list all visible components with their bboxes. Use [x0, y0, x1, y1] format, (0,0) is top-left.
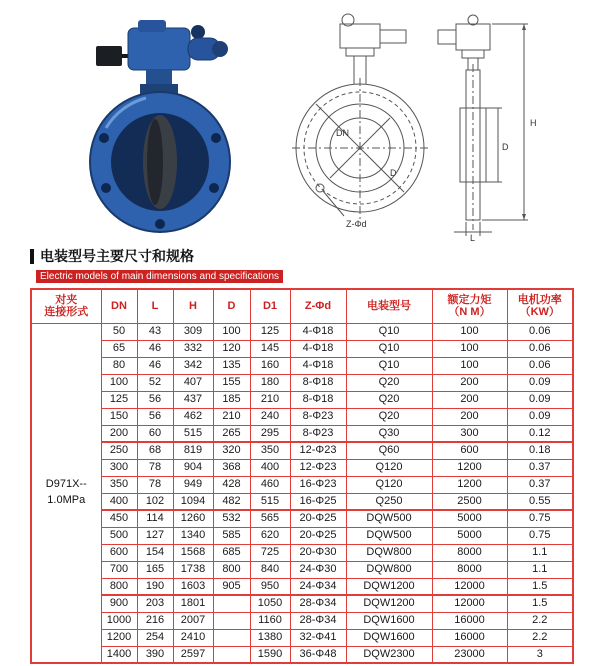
- table-cell: 0.12: [507, 425, 573, 442]
- table-cell: 950: [250, 578, 290, 595]
- table-cell: 154: [137, 544, 173, 561]
- column-header-model: 电装型号: [346, 289, 432, 323]
- valve-model-cell: D971X-- 1.0MPa: [31, 323, 101, 663]
- table-row: [31, 527, 573, 544]
- table-cell: 300: [432, 425, 507, 442]
- table-cell: 125: [250, 323, 290, 340]
- table-cell: 20-Φ25: [290, 510, 346, 527]
- table-cell: 12-Φ23: [290, 442, 346, 459]
- table-row: [31, 459, 573, 476]
- table-cell: 1050: [250, 595, 290, 612]
- table-cell: 819: [173, 442, 213, 459]
- table-cell: 500: [101, 527, 137, 544]
- table-cell: 135: [213, 357, 250, 374]
- table-cell: 210: [250, 391, 290, 408]
- table-row: [31, 476, 573, 493]
- table-cell: 125: [101, 391, 137, 408]
- table-cell: 200: [101, 425, 137, 442]
- table-cell: 840: [250, 561, 290, 578]
- table-cell: 16-Φ23: [290, 476, 346, 493]
- table-cell: 8000: [432, 544, 507, 561]
- table-cell: 532: [213, 510, 250, 527]
- dimension-label-d-side: D: [502, 142, 509, 152]
- table-row: [31, 629, 573, 646]
- table-cell: 1094: [173, 493, 213, 510]
- table-cell: 1.1: [507, 544, 573, 561]
- table-cell: 295: [250, 425, 290, 442]
- graphics-area: [0, 0, 600, 246]
- table-cell: 160: [250, 357, 290, 374]
- table-cell: 12-Φ23: [290, 459, 346, 476]
- table-cell: 16-Φ25: [290, 493, 346, 510]
- table-cell: 0.75: [507, 527, 573, 544]
- table-cell: 100: [432, 340, 507, 357]
- table-cell: 300: [101, 459, 137, 476]
- table-cell: 400: [101, 493, 137, 510]
- table-cell: 155: [213, 374, 250, 391]
- table-row: [31, 595, 573, 612]
- table-cell: 180: [250, 374, 290, 391]
- table-cell: 482: [213, 493, 250, 510]
- table-cell: 65: [101, 340, 137, 357]
- table-cell: Q20: [346, 408, 432, 425]
- table-cell: [213, 595, 250, 612]
- table-cell: 1400: [101, 646, 137, 663]
- dimension-label-h: H: [530, 118, 537, 128]
- table-cell: 905: [213, 578, 250, 595]
- table-cell: 2500: [432, 493, 507, 510]
- table-cell: 20-Φ25: [290, 527, 346, 544]
- table-cell: 350: [250, 442, 290, 459]
- table-row: [31, 340, 573, 357]
- table-cell: DQW800: [346, 561, 432, 578]
- dimension-label-d-front: D: [390, 168, 397, 178]
- table-cell: 127: [137, 527, 173, 544]
- table-cell: 0.06: [507, 323, 573, 340]
- table-cell: 1.1: [507, 561, 573, 578]
- table-cell: 1603: [173, 578, 213, 595]
- table-cell: 309: [173, 323, 213, 340]
- column-header-d: D: [213, 289, 250, 323]
- table-row: [31, 391, 573, 408]
- section-title: 电装型号主要尺寸和规格: [30, 249, 194, 264]
- table-cell: 254: [137, 629, 173, 646]
- table-cell: 100: [213, 323, 250, 340]
- table-cell: 565: [250, 510, 290, 527]
- table-cell: 1200: [432, 476, 507, 493]
- table-cell: DQW2300: [346, 646, 432, 663]
- table-cell: 16000: [432, 629, 507, 646]
- table-cell: 515: [250, 493, 290, 510]
- junction-box: [96, 46, 122, 66]
- column-header-torque: 额定力矩 （N M）: [432, 289, 507, 323]
- table-row: [31, 544, 573, 561]
- column-header-z-phi-d: Z-Φd: [290, 289, 346, 323]
- table-cell: 240: [250, 408, 290, 425]
- table-cell: 428: [213, 476, 250, 493]
- table-cell: 1738: [173, 561, 213, 578]
- table-cell: 28-Φ34: [290, 612, 346, 629]
- table-cell: 8-Φ18: [290, 391, 346, 408]
- table-cell: 4-Φ18: [290, 340, 346, 357]
- column-header-connection: 对夹 连接形式: [31, 289, 101, 323]
- column-header-power: 电机功率 （KW）: [507, 289, 573, 323]
- table-cell: 585: [213, 527, 250, 544]
- table-cell: Q60: [346, 442, 432, 459]
- column-header-h: H: [173, 289, 213, 323]
- table-cell: 200: [432, 408, 507, 425]
- table-cell: Q10: [346, 323, 432, 340]
- table-cell: 80: [101, 357, 137, 374]
- table-cell: 2.2: [507, 629, 573, 646]
- table-cell: 20-Φ30: [290, 544, 346, 561]
- table-cell: 462: [173, 408, 213, 425]
- table-row: [31, 646, 573, 663]
- table-cell: 332: [173, 340, 213, 357]
- table-cell: 0.55: [507, 493, 573, 510]
- dimension-label-dn: DN: [336, 128, 349, 138]
- table-cell: 52: [137, 374, 173, 391]
- table-cell: 460: [250, 476, 290, 493]
- table-cell: 437: [173, 391, 213, 408]
- table-cell: Q120: [346, 459, 432, 476]
- table-cell: 3: [507, 646, 573, 663]
- electric-actuator: [128, 28, 190, 70]
- table-cell: 210: [213, 408, 250, 425]
- table-cell: 8-Φ23: [290, 408, 346, 425]
- table-cell: 24-Φ30: [290, 561, 346, 578]
- table-row: [31, 493, 573, 510]
- table-cell: 1000: [101, 612, 137, 629]
- table-cell: 0.06: [507, 357, 573, 374]
- table-cell: 16000: [432, 612, 507, 629]
- table-cell: 725: [250, 544, 290, 561]
- table-row: [31, 374, 573, 391]
- table-cell: 800: [101, 578, 137, 595]
- table-cell: 1568: [173, 544, 213, 561]
- table-cell: 2007: [173, 612, 213, 629]
- table-cell: 450: [101, 510, 137, 527]
- table-cell: Q10: [346, 357, 432, 374]
- table-cell: 4-Φ18: [290, 323, 346, 340]
- dimension-label-l: L: [470, 233, 476, 242]
- table-cell: 216: [137, 612, 173, 629]
- table-cell: 0.09: [507, 408, 573, 425]
- section-subtitle: Electric models of main dimensions and specifications: [36, 270, 283, 283]
- table-cell: 120: [213, 340, 250, 357]
- table-cell: 1340: [173, 527, 213, 544]
- table-row: [31, 357, 573, 374]
- table-cell: 0.75: [507, 510, 573, 527]
- table-cell: 400: [250, 459, 290, 476]
- table-row: [31, 323, 573, 340]
- table-cell: 56: [137, 408, 173, 425]
- table-cell: 342: [173, 357, 213, 374]
- table-cell: 78: [137, 476, 173, 493]
- table-cell: 203: [137, 595, 173, 612]
- table-cell: 600: [432, 442, 507, 459]
- table-cell: 78: [137, 459, 173, 476]
- table-cell: 2410: [173, 629, 213, 646]
- table-cell: 46: [137, 340, 173, 357]
- table-cell: 685: [213, 544, 250, 561]
- table-cell: DQW1600: [346, 612, 432, 629]
- spec-table-wrap: [30, 288, 572, 664]
- dimension-label-zd: Z-Φd: [346, 219, 367, 229]
- table-cell: 12000: [432, 578, 507, 595]
- table-cell: DQW1200: [346, 578, 432, 595]
- table-cell: 32-Φ41: [290, 629, 346, 646]
- table-cell: 350: [101, 476, 137, 493]
- table-row: [31, 578, 573, 595]
- table-cell: DQW1600: [346, 629, 432, 646]
- table-cell: 0.09: [507, 391, 573, 408]
- table-cell: 100: [101, 374, 137, 391]
- table-cell: DQW800: [346, 544, 432, 561]
- table-cell: 12000: [432, 595, 507, 612]
- front-view-drawing: [292, 10, 442, 238]
- table-cell: 8-Φ18: [290, 374, 346, 391]
- table-cell: 4-Φ18: [290, 357, 346, 374]
- spec-table-body: [31, 323, 573, 663]
- table-cell: 102: [137, 493, 173, 510]
- table-cell: 1380: [250, 629, 290, 646]
- table-cell: DQW1200: [346, 595, 432, 612]
- table-cell: [213, 646, 250, 663]
- table-cell: 250: [101, 442, 137, 459]
- table-cell: Q20: [346, 374, 432, 391]
- table-cell: 390: [137, 646, 173, 663]
- table-cell: 1160: [250, 612, 290, 629]
- table-cell: 145: [250, 340, 290, 357]
- table-cell: Q10: [346, 340, 432, 357]
- table-cell: 8-Φ23: [290, 425, 346, 442]
- table-cell: 36-Φ48: [290, 646, 346, 663]
- table-cell: Q250: [346, 493, 432, 510]
- table-cell: 949: [173, 476, 213, 493]
- table-cell: 50: [101, 323, 137, 340]
- table-cell: DQW500: [346, 510, 432, 527]
- table-cell: 0.18: [507, 442, 573, 459]
- table-cell: 1200: [101, 629, 137, 646]
- table-cell: 5000: [432, 510, 507, 527]
- table-cell: 8000: [432, 561, 507, 578]
- table-cell: 0.37: [507, 476, 573, 493]
- spec-table: [30, 288, 574, 664]
- table-cell: 2.2: [507, 612, 573, 629]
- table-cell: 200: [432, 391, 507, 408]
- table-row: [31, 510, 573, 527]
- product-photo: [88, 8, 250, 240]
- table-cell: 600: [101, 544, 137, 561]
- spec-table-header-row: [31, 289, 573, 323]
- table-cell: 0.37: [507, 459, 573, 476]
- table-cell: 150: [101, 408, 137, 425]
- column-header-dn: DN: [101, 289, 137, 323]
- table-cell: [213, 612, 250, 629]
- table-cell: Q20: [346, 391, 432, 408]
- table-cell: 100: [432, 323, 507, 340]
- section-heading: [30, 248, 600, 284]
- table-cell: 100: [432, 357, 507, 374]
- table-cell: 24-Φ34: [290, 578, 346, 595]
- table-cell: 620: [250, 527, 290, 544]
- table-cell: 904: [173, 459, 213, 476]
- gearbox: [146, 70, 172, 84]
- table-cell: 190: [137, 578, 173, 595]
- table-cell: 320: [213, 442, 250, 459]
- column-header-l: L: [137, 289, 173, 323]
- table-cell: 900: [101, 595, 137, 612]
- table-row: [31, 442, 573, 459]
- table-cell: DQW500: [346, 527, 432, 544]
- table-cell: 265: [213, 425, 250, 442]
- column-header-d1: D1: [250, 289, 290, 323]
- table-cell: 407: [173, 374, 213, 391]
- side-view-drawing: [430, 10, 550, 242]
- table-cell: 515: [173, 425, 213, 442]
- table-cell: Q120: [346, 476, 432, 493]
- table-row: [31, 408, 573, 425]
- table-cell: 56: [137, 391, 173, 408]
- table-cell: 60: [137, 425, 173, 442]
- table-cell: 28-Φ34: [290, 595, 346, 612]
- table-cell: 46: [137, 357, 173, 374]
- table-cell: 368: [213, 459, 250, 476]
- table-row: [31, 561, 573, 578]
- table-cell: 2597: [173, 646, 213, 663]
- table-cell: 1200: [432, 459, 507, 476]
- table-cell: [213, 629, 250, 646]
- table-cell: 43: [137, 323, 173, 340]
- table-cell: 23000: [432, 646, 507, 663]
- table-cell: 114: [137, 510, 173, 527]
- table-cell: 800: [213, 561, 250, 578]
- table-cell: 185: [213, 391, 250, 408]
- table-cell: 1801: [173, 595, 213, 612]
- table-row: [31, 425, 573, 442]
- table-cell: 1590: [250, 646, 290, 663]
- table-cell: 700: [101, 561, 137, 578]
- table-cell: Q30: [346, 425, 432, 442]
- table-cell: 5000: [432, 527, 507, 544]
- table-cell: 0.09: [507, 374, 573, 391]
- table-cell: 1.5: [507, 578, 573, 595]
- table-cell: 1.5: [507, 595, 573, 612]
- table-cell: 1260: [173, 510, 213, 527]
- table-cell: 68: [137, 442, 173, 459]
- table-row: [31, 612, 573, 629]
- table-cell: 0.06: [507, 340, 573, 357]
- table-cell: 165: [137, 561, 173, 578]
- table-cell: 200: [432, 374, 507, 391]
